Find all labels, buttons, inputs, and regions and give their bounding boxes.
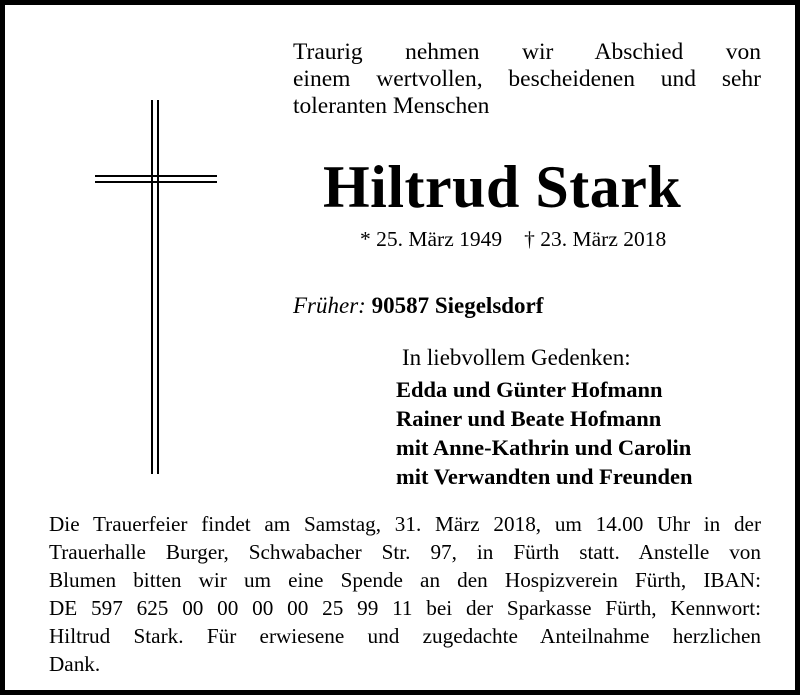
mourners-list xyxy=(396,375,693,491)
deceased-name: Hiltrud Stark xyxy=(323,154,682,220)
mourner-line: Edda und Günter Hofmann xyxy=(396,377,663,402)
birth-date: * 25. März 1949 xyxy=(360,227,503,251)
service-line: Dank. xyxy=(49,652,101,676)
service-line: Trauerhalle Burger, Schwabacher Str. 97, in Fürth statt. Anstelle von xyxy=(49,540,761,564)
mourner-line: Rainer und Beate Hofmann xyxy=(396,406,662,431)
intro-line: einem wertvollen, bescheidenen und sehr xyxy=(293,66,761,92)
service-line: Die Trauerfeier findet am Samstag, 31. März 2018, um 14.00 Uhr in der xyxy=(49,512,761,536)
service-info xyxy=(49,510,761,678)
intro-text xyxy=(293,39,761,120)
cross-horizontal-bar xyxy=(95,175,217,177)
former-place: 90587 Siegelsdorf xyxy=(371,293,544,318)
service-line: Hiltrud Stark. Für erwiesene und zugedachte Anteilnahme herzlichen xyxy=(49,624,761,648)
life-dates xyxy=(360,226,666,252)
memory-heading: In liebvollem Gedenken: xyxy=(402,345,631,370)
cross-vertical-bar xyxy=(157,100,159,474)
former-label: Früher: xyxy=(293,293,366,318)
service-line: DE 597 625 00 00 00 00 25 99 11 bei der Sparkasse Fürth, Kennwort: xyxy=(49,596,761,620)
service-line: Blumen bitten wir um eine Spende an den Hospizverein Fürth, IBAN: xyxy=(49,568,761,592)
mourner-line: mit Anne-Kathrin und Carolin xyxy=(396,435,692,460)
mourner-line: mit Verwandten und Freunden xyxy=(396,464,693,489)
death-date: † 23. März 2018 xyxy=(524,227,667,251)
cross-horizontal-bar xyxy=(95,181,217,183)
intro-line: toleranten Menschen xyxy=(293,93,490,119)
intro-line: Traurig nehmen wir Abschied von xyxy=(293,39,761,65)
former-residence xyxy=(293,292,543,320)
cross-vertical-bar xyxy=(151,100,153,474)
